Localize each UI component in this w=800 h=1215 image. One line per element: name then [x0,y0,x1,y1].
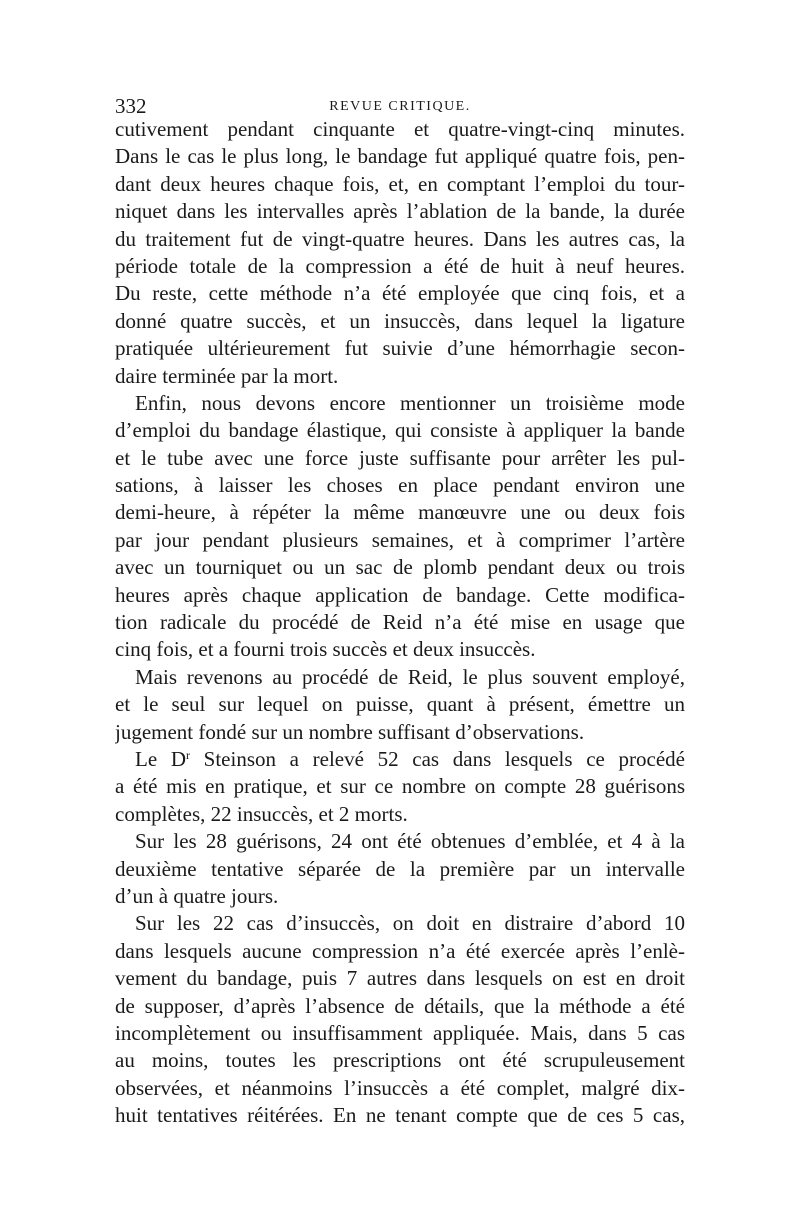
text-line: cutivement pendant cinquante et quatre-vingt-cinq minutes. [115,117,685,141]
text-line: de supposer, d’après l’absence de détails, que la méthode a été [115,993,685,1018]
text-line: au moins, toutes les prescriptions ont été scrupuleusement [115,1048,685,1073]
text-line: Le $D^r$ Steinson a relevé 52 cas dans lesquels ce procédé [135,746,685,771]
text-line: sations, à laisser les choses en place pendant environ une [115,473,685,498]
text-line: Sur les 22 cas d’insuccès, on doit en distraire d’abord 10 [135,911,685,936]
text-line: a été mis en pratique, et sur ce nombre on compte 28 guérisons [115,774,685,799]
text-line: huit tentatives réitérées. En ne tenant compte que de ces 5 cas, [115,1103,685,1128]
running-title: REVUE CRITIQUE. [329,99,471,114]
body-text [115,116,685,1129]
text-line: pratiquée ultérieurement fut suivie d’une hémorrhagie secon- [115,336,685,361]
text-line: et le tube avec une force juste suffisante pour arrêter les pul- [115,445,685,470]
text-line: tion radicale du procédé de Reid n’a été mise en usage que [115,610,685,635]
text-line: cinq fois, et a fourni trois succès et deux insuccès. [115,637,536,662]
text-line: dans lesquels aucune compression n’a été exercée après l’enlè- [115,938,685,963]
text-line: Enfin, nous devons encore mentionner un troisième mode [135,390,685,415]
text-line: d’emploi du bandage élastique, qui consiste à appliquer la bande [115,418,685,443]
text-line: donné quatre succès, et un insuccès, dans lequel la ligature [115,308,685,333]
text-line: par jour pendant plusieurs semaines, et à comprimer l’artère [115,527,685,552]
text-line: deuxième tentative séparée de la première par un intervalle [115,856,685,881]
text-line: vement du bandage, puis 7 autres dans lesquels on est en droit [115,966,685,991]
text-line: Sur les 28 guérisons, 24 ont été obtenues d’emblée, et 4 à la [135,829,685,854]
text-line: du traitement fut de vingt-quatre heures. Dans les autres cas, la [115,226,685,251]
text-line: observées, et néanmoins l’insuccès a été complet, malgré dix- [115,1075,685,1100]
text-line: heures après chaque application de bandage. Cette modifica- [115,582,685,607]
text-line: daire terminée par la mort. [115,363,339,388]
text-line: et le seul sur lequel on puisse, quant à présent, émettre un [115,692,685,717]
page-number: 332 [115,94,147,118]
text-line: Mais revenons au procédé de Reid, le plus souvent employé, [135,664,685,689]
text-line: complètes, 22 insuccès, et 2 morts. [115,801,408,826]
text-line: incomplètement ou insuffisamment appliquée. Mais, dans 5 cas [115,1020,685,1045]
text-line: avec un tourniquet ou un sac de plomb pendant deux ou trois [115,555,685,580]
superscript-r: r [185,747,190,762]
text-line: d’un à quatre jours. [115,883,279,908]
text-line: demi-heure, à répéter la même manœuvre une ou deux fois [115,500,685,525]
text-line: Du reste, cette méthode n’a été employée que cinq fois, et a [115,281,685,306]
text-line: niquet dans les intervalles après l’ablation de la bande, la durée [115,199,685,224]
text-line: Dans le cas le plus long, le bandage fut appliqué quatre fois, pen- [115,144,685,169]
text-line: période totale de la compression a été de huit à neuf heures. [115,253,685,278]
text-line: dant deux heures chaque fois, et, en comptant l’emploi du tour- [115,171,685,196]
text-line: jugement fondé sur un nombre suffisant d’observations. [115,719,585,744]
